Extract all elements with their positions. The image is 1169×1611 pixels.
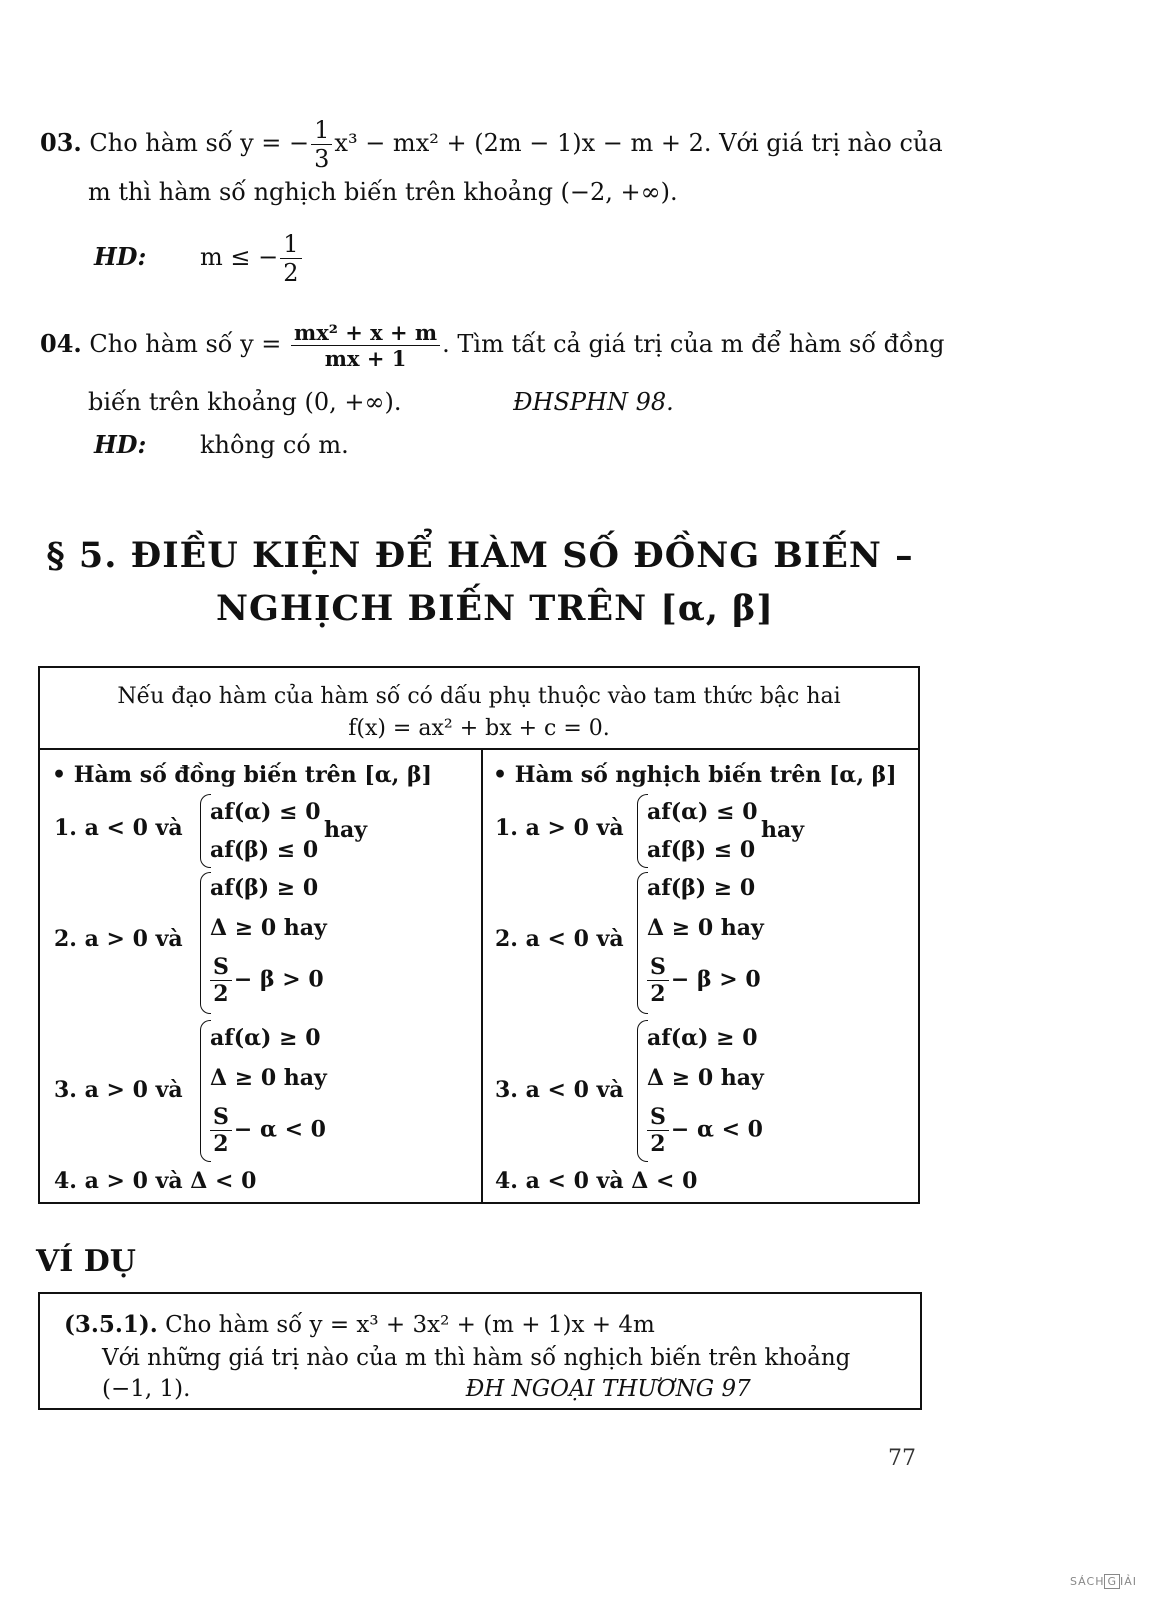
case-4-label: 4. a > 0 và Δ < 0 bbox=[54, 1168, 257, 1194]
fraction: $\frac{S}{2}$ bbox=[210, 956, 232, 1005]
hint-label: HD: bbox=[94, 242, 147, 271]
fraction: $\frac{S}{2}$ bbox=[210, 1106, 232, 1155]
exercise-text: Cho hàm số y = bbox=[89, 330, 282, 358]
table-header-line1: Nếu đạo hàm của hàm số có dấu phụ thuộc vào tam thức bậc hai bbox=[117, 684, 841, 709]
case-1-label: 1. a < 0 và bbox=[54, 815, 183, 841]
fraction: $\frac{S}{2}$ bbox=[647, 1106, 669, 1155]
example-box bbox=[38, 1292, 922, 1410]
fraction: $\frac{1}{2}$ bbox=[280, 232, 301, 285]
case-2-label: 2. a < 0 và bbox=[495, 926, 624, 952]
conditions-table bbox=[38, 666, 920, 1204]
example-line2: Với những giá trị nào của m thì hàm số nghịch biến trên khoảng bbox=[102, 1345, 851, 1371]
case-3-label: 3. a < 0 và bbox=[495, 1077, 624, 1103]
exercise-03-line1 bbox=[40, 118, 943, 171]
exercise-number: 04. bbox=[40, 329, 82, 358]
source-label: ĐH NGOẠI THƯƠNG 97 bbox=[465, 1376, 751, 1402]
page-number: 77 bbox=[888, 1446, 916, 1471]
left-column: • Hàm số đồng biến trên [α, β] 1. a < 0 và af(α) ≤ 0 af(β) ≤ 0 hay 2. a > 0 và af(β) ≥ 0 Δ ≥ 0 hay $\frac{S}{2}$ − β > 0 3. a > 0 và af(α) ≥ 0 Δ ≥ 0 hay $\frac{S}{2}$ − α < 0 4. a > 0 và Δ < 0 bbox=[52, 762, 432, 1194]
case-1-label: 1. a > 0 và bbox=[495, 815, 624, 841]
exercise-number: 03. bbox=[40, 128, 82, 157]
hint-text: không có m. bbox=[200, 431, 349, 459]
exercise-04-line1 bbox=[40, 322, 945, 369]
example-line3: (−1, 1). ĐH NGOẠI THƯƠNG 97 bbox=[102, 1376, 751, 1402]
case-4-label: 4. a < 0 và Δ < 0 bbox=[495, 1168, 698, 1194]
left-column-title: • Hàm số đồng biến trên [α, β] bbox=[52, 762, 432, 788]
exercise-03-hint bbox=[94, 232, 304, 285]
watermark-logo: SÁCH G IẢI bbox=[1070, 1575, 1138, 1588]
section-title: § 5. ĐIỀU KIỆN ĐỂ HÀM SỐ ĐỒNG BIẾN – bbox=[46, 535, 914, 576]
example-number: (3.5.1). bbox=[64, 1311, 158, 1338]
exercise-text: x³ − mx² + (2m − 1)x − m + 2. Với giá trị nào của bbox=[334, 129, 943, 157]
exercise-04-line2: biến trên khoảng (0, +∞). ĐHSPHN 98. bbox=[88, 388, 674, 416]
exercise-03-line2: m thì hàm số nghịch biến trên khoảng (−2, +∞). bbox=[88, 178, 678, 206]
right-column: • Hàm số nghịch biến trên [α, β] 1. a > 0 và af(α) ≤ 0 af(β) ≤ 0 hay 2. a < 0 và af(β) ≥ 0 Δ ≥ 0 hay $\frac{S}{2}$ − β > 0 3. a < 0 và af(α) ≥ 0 Δ ≥ 0 hay $\frac{S}{2}$ − α < 0 4. a < 0 và Δ < 0 bbox=[493, 762, 897, 1194]
fraction: $\frac{\text{mx² + x + m}}{mx + 1}$ bbox=[291, 322, 440, 369]
table-header-line2: f(x) = ax² + bx + c = 0. bbox=[348, 716, 610, 741]
fraction: $\frac{S}{2}$ bbox=[647, 956, 669, 1005]
exercise-text: . Tìm tất cả giá trị của m để hàm số đồng bbox=[442, 330, 945, 358]
exercise-text: Cho hàm số y = − bbox=[89, 129, 310, 157]
fraction: $\frac{1}{3}$ bbox=[311, 118, 332, 171]
example-heading: VÍ DỤ bbox=[36, 1244, 136, 1279]
case-2-label: 2. a > 0 và bbox=[54, 926, 183, 952]
case-3-label: 3. a > 0 và bbox=[54, 1077, 183, 1103]
hint-label: HD: bbox=[94, 430, 147, 459]
section-title-line2: NGHỊCH BIẾN TRÊN [α, β] bbox=[216, 588, 774, 629]
source-label: ĐHSPHN 98. bbox=[513, 388, 674, 416]
right-column-title: • Hàm số nghịch biến trên [α, β] bbox=[493, 762, 897, 788]
exercise-04-hint bbox=[94, 430, 349, 460]
hint-text: m ≤ − bbox=[200, 243, 279, 271]
table-column-divider bbox=[481, 748, 483, 1202]
example-line1: (3.5.1). Cho hàm số y = x³ + 3x² + (m + 1)x + 4m bbox=[64, 1311, 655, 1338]
